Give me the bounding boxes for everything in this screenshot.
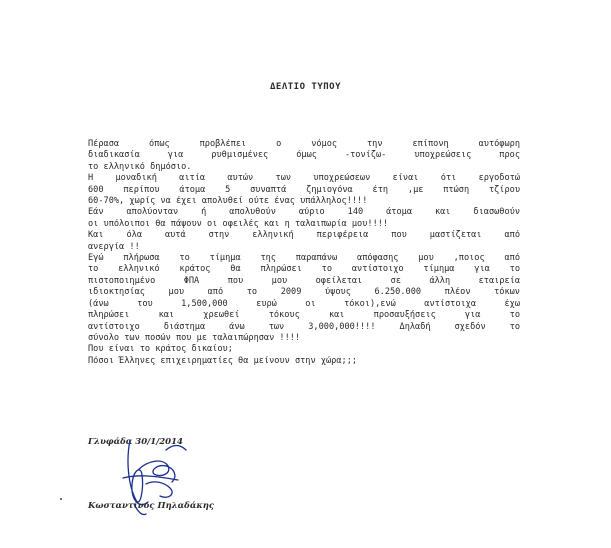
- body-line: Που είναι το κράτος δικαίου;: [88, 344, 233, 355]
- body-line: Πόσοι Έλληνες επιχειρηματίες θα μείνουν στην χώρα;;;: [88, 355, 358, 366]
- body-line: ανεργία !!: [88, 241, 140, 252]
- body-line: Η μοναδική αιτία αυτών των υποχρεώσεων είναι ότι εργοδοτώ: [88, 173, 520, 184]
- document-body: [88, 139, 520, 367]
- body-line: διαδικασία για ρυθμισμένες όμως -τονίζω- υποχρεώσεις προς: [88, 150, 520, 161]
- body-line: 60-70%, χωρίς να έχει απολυθεί ούτε ένας υπάλληλος!!!!: [88, 196, 368, 207]
- body-line: Πέρασα όπως προβλέπει ο νόμος την επίπονη αυτόφωρη: [88, 139, 520, 149]
- body-line: πιστοποιημένο ΦΠΑ που μου οφείλεται σε άλλη εταιρεία: [88, 275, 520, 286]
- body-line: Εγώ πλήρωσα το τίμημα της παραπάνω απόφασης μου ,ποιος από: [88, 253, 520, 264]
- body-line: πληρώσει και χρεωθεί τόκους και προσαυξήσεις για το: [88, 310, 520, 321]
- signatory-name: Κωσταντίνος Πηλαδάκης: [88, 501, 215, 511]
- stray-mark: [60, 498, 62, 500]
- body-line: αντίστοιχο διάστημα άνω των 3,000,000!!!! Δηλαδή σχεδόν το: [88, 321, 520, 332]
- body-line: το ελληνικό δημόσιο.: [88, 161, 192, 172]
- body-line: Και όλα αυτά στην ελληνική περιφέρεια που μαστίζεται από: [88, 230, 520, 241]
- body-line: οι υπόλοιποι θα πάψουν οι οφειλές και η ταλαιπωρία μου!!!!: [88, 218, 389, 229]
- document-title: ΔΕΛΤΙΟ ΤΥΠΟΥ: [269, 82, 342, 92]
- place-date: Γλυφάδα 30/1/2014: [88, 437, 183, 447]
- body-line: (άνω του 1,500,000 ευρώ οι τόκοι),ενώ αντίστοιχα έχω: [88, 298, 520, 309]
- body-line: Εάν απολύονταν ή απολυθούν αύριο 140 άτομα και διασωθούν: [88, 207, 520, 218]
- body-line: 600 περίπου άτομα 5 συναπτά ζημιογόνα έτη ,με πτώση τζίρου: [88, 184, 520, 195]
- body-line: το ελληνικό κράτος θα πληρώσει το αντίστοιχο τίμημα για το: [88, 264, 520, 275]
- body-line: σύνολο των ποσών που με ταλαιπώρησαν !!!!: [88, 332, 301, 343]
- body-line: ιδιοκτησίας μου από το 2009 ύψους 6.250.000 πλέον τόκων: [88, 287, 520, 298]
